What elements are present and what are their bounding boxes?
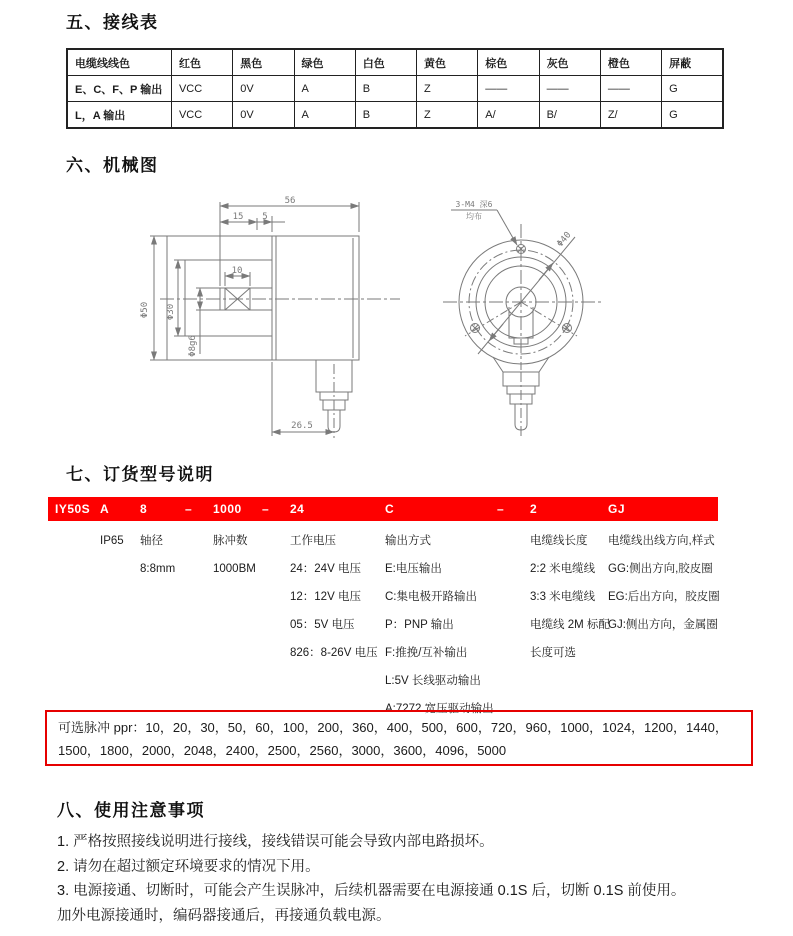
center-lines <box>443 224 601 370</box>
dim-15-label: 15 <box>232 212 244 222</box>
wiring-cell: A/ <box>478 102 539 129</box>
order-col-output <box>385 527 494 723</box>
order-col-voltage <box>290 527 378 667</box>
wiring-cell: A <box>294 76 355 102</box>
wiring-cell: A <box>294 102 355 129</box>
wiring-cell: —— <box>478 76 539 102</box>
mechanical-drawing-side-view <box>132 186 412 446</box>
order-col-header: 电缆线出线方向,样式 <box>608 535 715 547</box>
order-option: 1000BM <box>213 563 256 575</box>
dim-10-label: 10 <box>231 266 243 276</box>
order-option: 长度可选 <box>530 647 576 659</box>
order-option: GG:侧出方向,胶皮圈 <box>608 563 713 575</box>
wiring-header-cell: 黑色 <box>233 49 294 76</box>
usage-note-item: 1. 严格按照接线说明进行接线，接线错误可能会导致内部电路损坏。 <box>57 834 494 850</box>
dim-dia40-label: Φ40 <box>555 230 574 250</box>
hole-note-leader <box>451 210 517 245</box>
wiring-header-cell: 橙色 <box>600 49 661 76</box>
wiring-header-cell: 白色 <box>355 49 416 76</box>
pulse-options-note <box>45 710 753 766</box>
usage-note-item: 3. 电源接通、切断时，可能会产生误脉冲，后续机器需要在电源接通 0.1S 后，切断 0.1S 前使用。 <box>57 883 686 899</box>
order-option: 12：12V 电压 <box>290 591 361 603</box>
wiring-header-cell: 绿色 <box>294 49 355 76</box>
center-lines <box>160 299 400 438</box>
wiring-header-cell: 棕色 <box>478 49 539 76</box>
wiring-cell: Z <box>417 102 478 129</box>
order-option: A:7272 宽压驱动输出 <box>385 703 494 715</box>
model-code-part: 8 <box>140 502 148 516</box>
model-code-separator: – <box>262 502 270 516</box>
order-col-pulse <box>213 527 256 583</box>
dim-56-label: 56 <box>284 196 296 206</box>
wiring-cell: B/ <box>539 102 600 129</box>
order-option: 826：8-26V 电压 <box>290 647 378 659</box>
order-option: 3:3 米电缆线 <box>530 591 596 603</box>
wiring-header-cell: 电缆线线色 <box>67 49 171 76</box>
dim-dia8g6-label: Φ8g6 <box>188 335 198 357</box>
order-col-header: 输出方式 <box>385 535 431 547</box>
wiring-cell: 0V <box>233 76 294 102</box>
wiring-cell: G <box>662 76 723 102</box>
order-option: EG:后出方向，胶皮圈 <box>608 591 720 603</box>
usage-notes <box>57 830 763 928</box>
model-code-separator: – <box>185 502 193 516</box>
wiring-header-row <box>67 49 723 76</box>
wiring-table <box>66 48 724 129</box>
wiring-row-label: E、C、F、P 输出 <box>67 76 171 102</box>
section7-title: 七、订货型号说明 <box>66 465 214 484</box>
model-code-part: A <box>100 502 110 516</box>
wiring-header-cell: 灰色 <box>539 49 600 76</box>
order-col-shaft <box>140 527 175 583</box>
model-code-part: 24 <box>290 502 305 516</box>
usage-note-item: 加外电源接通时，编码器接通后，再接通负载电源。 <box>57 907 391 924</box>
wiring-cell: VCC <box>171 102 232 129</box>
dim-dia50-label: Φ50 <box>140 301 150 319</box>
wiring-header-cell: 黄色 <box>417 49 478 76</box>
model-code-bar <box>48 497 718 521</box>
dim-5-label: 5 <box>262 212 268 222</box>
hole-note-line1: 3-M4 深6 <box>455 200 493 209</box>
usage-note-item: 2. 请勿在超过额定环境要求的情况下用。 <box>57 858 320 875</box>
model-code-part: 2 <box>530 502 538 516</box>
wiring-cell: VCC <box>171 76 232 102</box>
wiring-row <box>67 76 723 102</box>
order-option: IP65 <box>100 535 124 547</box>
order-option: F:推挽/互补输出 <box>385 647 468 659</box>
section8-title: 八、使用注意事项 <box>57 801 205 820</box>
model-code-part: IY50S <box>55 502 91 516</box>
order-option: 电缆线 2M 标配 <box>530 619 610 631</box>
order-option: E:电压输出 <box>385 563 442 575</box>
order-option: L:5V 长线驱动输出 <box>385 675 481 687</box>
wiring-row <box>67 102 723 129</box>
dim-26-5-label: 26.5 <box>291 421 313 431</box>
order-option: GJ:侧出方向，金属圈 <box>608 619 718 631</box>
model-code-part: C <box>385 502 395 516</box>
dimension-lines <box>150 202 359 436</box>
order-col-protection <box>100 527 124 555</box>
model-code-separator: – <box>497 502 505 516</box>
order-col-exit-style <box>608 527 720 639</box>
section6-title: 六、机械图 <box>66 156 159 175</box>
wiring-row-label: L，A 输出 <box>67 102 171 129</box>
order-option: P：PNP 输出 <box>385 619 454 631</box>
order-col-header: 电缆线长度 <box>530 535 588 547</box>
wiring-cell: Z <box>417 76 478 102</box>
wiring-cell: Z/ <box>600 102 661 129</box>
order-col-header: 工作电压 <box>290 535 336 547</box>
order-option: 24：24V 电压 <box>290 563 361 575</box>
section5-title: 五、接线表 <box>66 13 159 32</box>
pulse-options-line1: 可选脉冲 ppr：10，20，30，50，60，100，200，360，400，500，600，720，960，1000，1024，1200，1440， <box>58 720 728 735</box>
wiring-cell: —— <box>600 76 661 102</box>
order-col-header: 脉冲数 <box>213 535 248 547</box>
wiring-cell: B <box>355 102 416 129</box>
hole-note-line2: 均布 <box>466 212 482 221</box>
mechanical-drawing-front-view <box>425 186 655 446</box>
wiring-cell: —— <box>539 76 600 102</box>
order-option: 8:8mm <box>140 563 176 575</box>
order-col-cable-length <box>530 527 610 667</box>
order-option: C:集电极开路输出 <box>385 591 477 603</box>
dim-dia30-label: Φ30 <box>166 303 176 321</box>
wiring-header-cell: 红色 <box>171 49 232 76</box>
model-code-part: 1000 <box>213 502 242 516</box>
wiring-cell: B <box>355 76 416 102</box>
order-option: 05：5V 电压 <box>290 619 355 631</box>
wiring-cell: 0V <box>233 102 294 129</box>
wiring-header-cell: 屏蔽 <box>662 49 723 76</box>
order-option: 2:2 米电缆线 <box>530 563 596 575</box>
wiring-cell: G <box>662 102 723 129</box>
order-code-table <box>48 497 718 713</box>
model-code-part: GJ <box>608 502 626 516</box>
pulse-options-line2: 1500，1800，2000，2048，2400，2500，2560，3000，3600，4096，5000 <box>58 743 507 758</box>
order-col-header: 轴径 <box>140 535 163 547</box>
